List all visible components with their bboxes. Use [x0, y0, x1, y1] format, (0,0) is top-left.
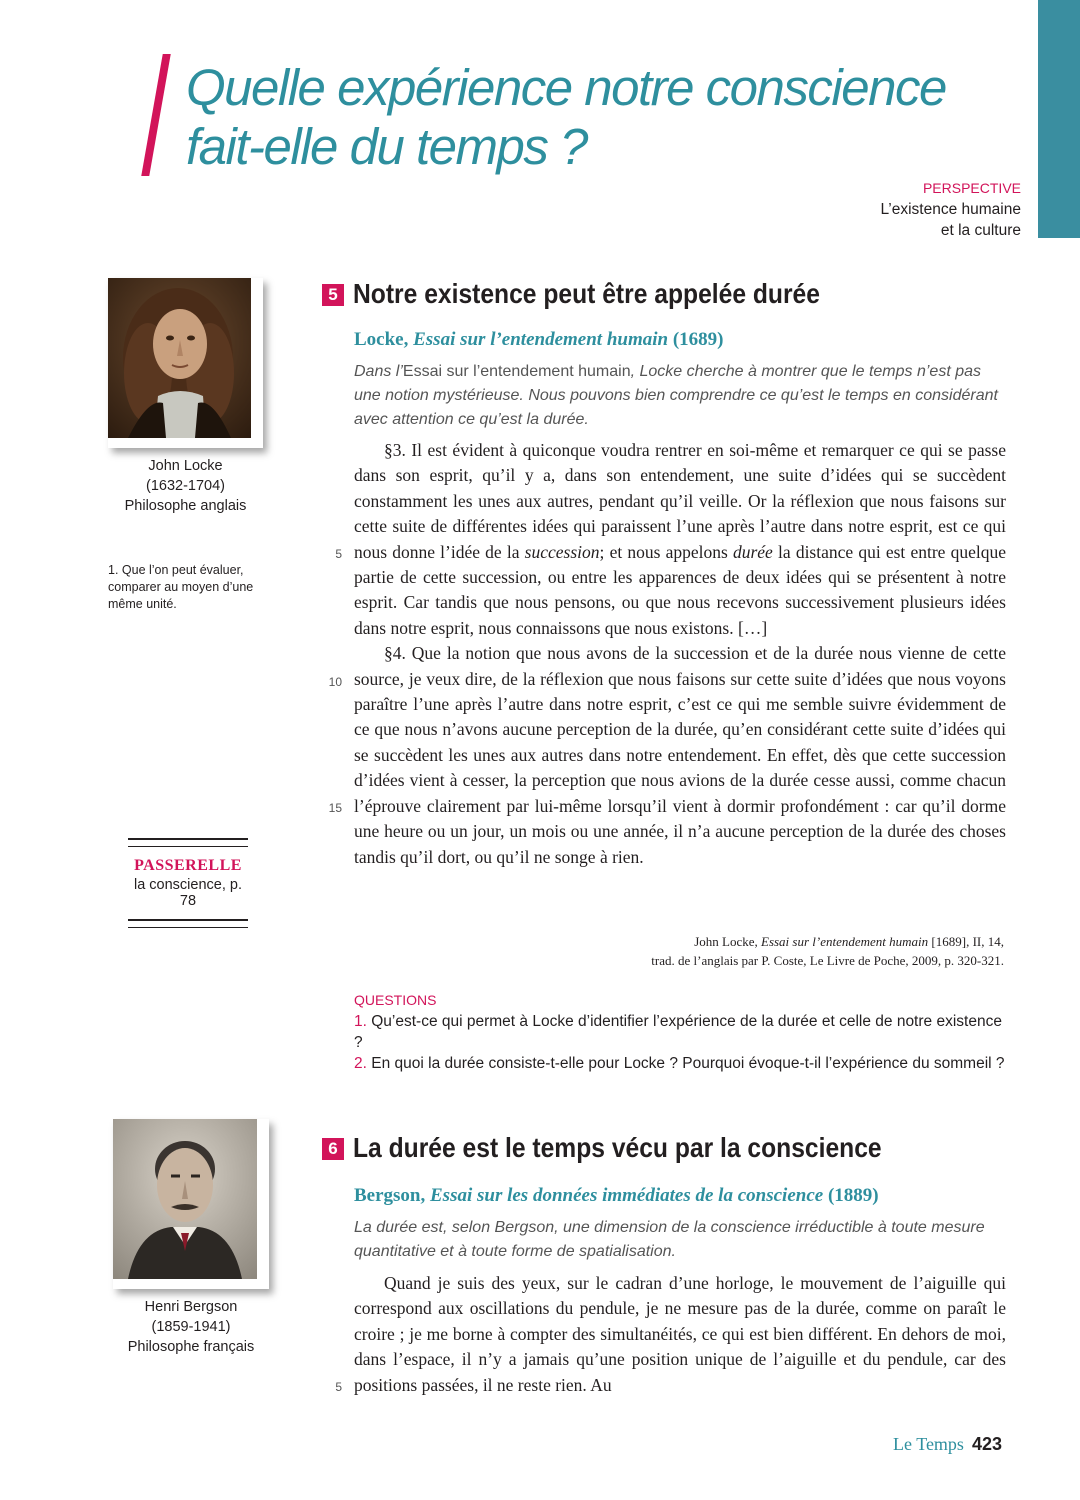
- perspective-line: et la culture: [940, 222, 1021, 239]
- page-footer: [893, 1434, 1002, 1455]
- question-item: 2. En quoi la durée consiste-t-elle pour Locke ? Pourquoi évoque-t-il l’expérience du sommeil ?: [354, 1055, 1005, 1072]
- document-text: [354, 1271, 1006, 1398]
- passerelle-box[interactable]: [128, 838, 248, 928]
- divider: [128, 838, 248, 847]
- line-number: 5: [335, 1380, 342, 1394]
- bergson-portrait: [113, 1119, 269, 1289]
- title-accent-bar: [141, 54, 171, 176]
- paragraph: §4. Que la notion que nous avons de la succession et de la durée nous vienne de cette source, je veux dire, de la réflexion que nous faisons sur cette suite d’idées que nous voyons paraître l’une après l’autre dans notre esprit, c’est ce qui me semble suivre évidemment de ce que nous n’avons aucune perception de la durée, qu’en considérant cette suite d’idées qui se succèdent les unes aux autres dans notre entendement. En effet, dès que cette succession d’idées vient à cesser, la perception que nous avions de la durée cesse aussi, comme chacun l’éprouve clairement par lui-même lorsqu’il vient à dormir profondément : car qu’il dorme une heure ou un jour, un mois ou une année, il n’a aucune perception de la durée des choses tandis qu’il dort, ou qu’il ne songe à rien.: [354, 643, 1006, 867]
- document-intro: La durée est, selon Bergson, une dimension de la conscience irréductible à toute mesure quantitative et à toute forme de spatialisation.: [354, 1219, 985, 1260]
- locke-caption: John Locke (1632-1704) Philosophe anglais: [124, 458, 247, 514]
- document-source: Locke, Essai sur l’entendement humain (1689): [354, 329, 724, 350]
- chapter-name: Le Temps: [893, 1434, 964, 1454]
- bibliographic-reference: John Locke, Essai sur l’entendement humain [1689], II, 14, trad. de l’anglais par P. Coste, Le Livre de Poche, 2009, p. 320-321.: [651, 934, 1004, 968]
- line-number: 15: [328, 801, 342, 815]
- perspective-box: [881, 178, 1021, 241]
- divider: [128, 919, 248, 928]
- document-number: 5: [322, 284, 344, 306]
- questions-label: QUESTIONS: [354, 992, 437, 1008]
- line-number: 5: [335, 547, 342, 561]
- passerelle-label: PASSERELLE: [134, 857, 242, 874]
- perspective-label: PERSPECTIVE: [922, 180, 1021, 196]
- questions-block: [354, 990, 1014, 1074]
- page-number: 423: [971, 1434, 1002, 1454]
- document-intro: Dans l’Essai sur l’entendement humain, Locke cherche à montrer que le temps n’est pas une notion mystérieuse. Nous pouvons bien comprendre ce qu’est le temps en considérant avec attention ce qu’est la durée.: [354, 363, 998, 428]
- page-title: Quelle expérience notre conscience fait-elle du temps ?: [186, 59, 946, 175]
- document-title: La durée est le temps vécu par la conscience: [353, 1132, 882, 1163]
- passerelle-link[interactable]: la conscience, p. 78: [133, 877, 242, 909]
- chapter-tab: [1038, 0, 1080, 238]
- document-text: [354, 438, 1006, 870]
- document-source: Bergson, Essai sur les données immédiates de la conscience (1889): [354, 1185, 879, 1206]
- perspective-line: L’existence humaine: [880, 201, 1021, 218]
- document-number: 6: [322, 1138, 344, 1160]
- question-item: 1. Qu’est-ce qui permet à Locke d’identifier l’expérience de la durée et celle de notre existence ?: [354, 1013, 1002, 1051]
- paragraph: Quand je suis des yeux, sur le cadran d’une horloge, le mouvement de l’aiguille qui correspond aux oscillations du pendule, je ne mesure pas de la durée, comme on paraît le croire ; je me borne à compter des simultanéités, ce qui est bien différent. En dehors de moi, dans l’espace, il n’y a jamais qu’une position unique de l’aiguille et du pendule, car des positions passées, il ne reste rien. Au: [354, 1273, 1006, 1395]
- footnote: 1. Que l’on peut évaluer, comparer au moyen d’une même unité.: [108, 563, 254, 611]
- line-number: 10: [328, 675, 342, 689]
- paragraph: §3. Il est évident à quiconque voudra rentrer en soi-même et remarquer ce qui se passe dans son esprit, qu’il y a, dans son entendement, une suite d’idées qui se succèdent constamment les unes aux autres, pendant qu’il veille. Or la réflexion que nous faisons sur cette suite de différentes idées qui paraissent l’une après l’autre dans notre esprit, est ce qui nous donne l’idée de la succession; et nous appelons durée la distance qui est entre quelque partie de cette succession, ou entre les apparences de deux idées qui se présentent à notre esprit. Car tandis que nous pensons, ou que nous recevons successivement plusieurs idées dans notre esprit, nous connaissons que nous existons. […]: [354, 440, 1007, 638]
- bergson-caption: Henri Bergson (1859-1941) Philosophe français: [127, 1299, 255, 1355]
- locke-portrait: [108, 278, 263, 448]
- document-title: Notre existence peut être appelée durée: [353, 278, 820, 309]
